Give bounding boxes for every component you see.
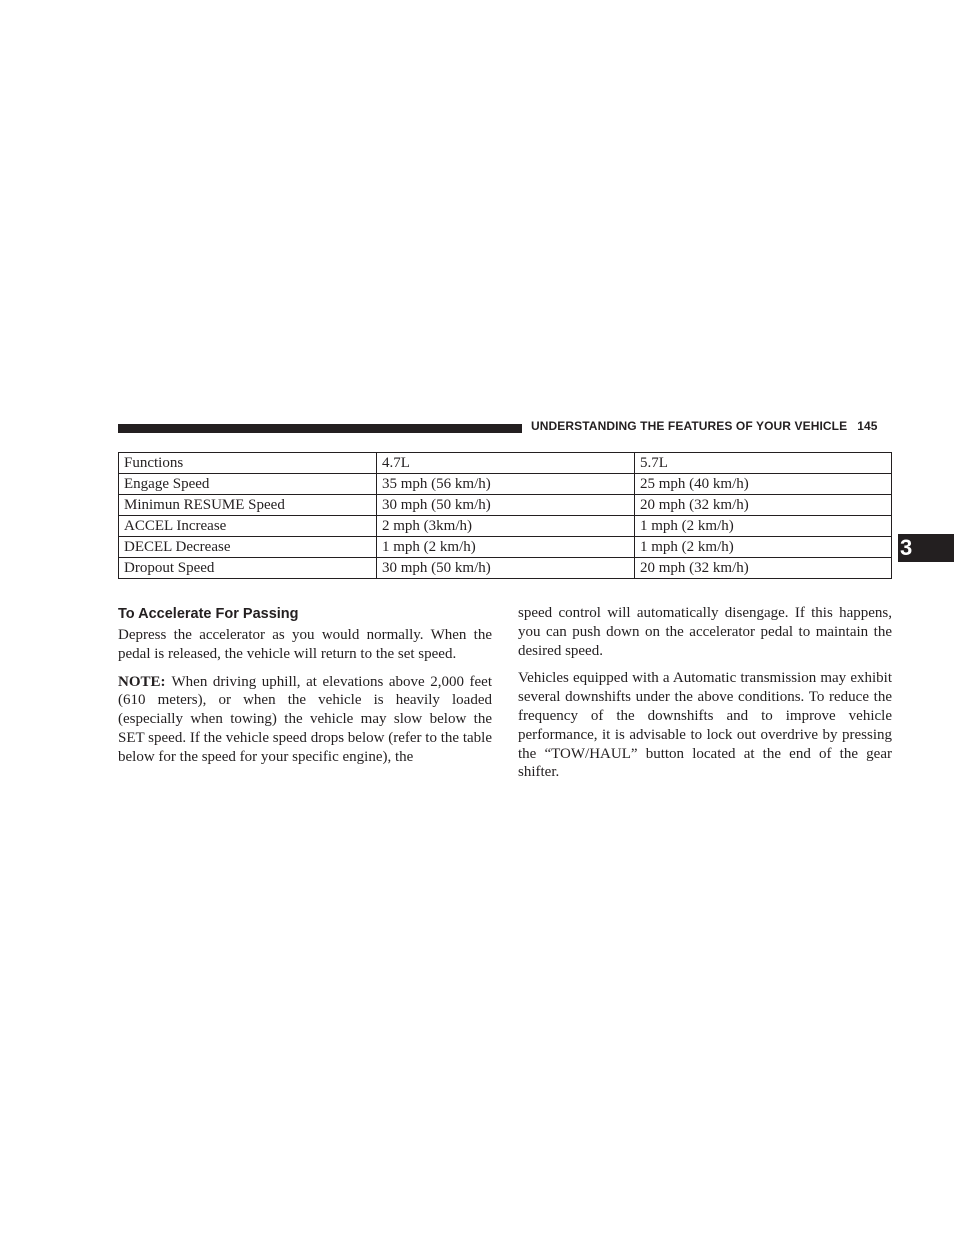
table-cell: Functions [119,453,377,474]
right-column [518,604,892,791]
body-paragraph: speed control will automatically disengage. If this happens, you can push down on the accelerator pedal to maintain the desired speed. [518,605,892,659]
table-cell: 1 mph (2 km/h) [377,537,635,558]
note-paragraph [118,673,492,767]
table-cell: ACCEL Increase [119,516,377,537]
table-cell: DECEL Decrease [119,537,377,558]
table-cell: Dropout Speed [119,558,377,579]
table-cell: 30 mph (50 km/h) [377,558,635,579]
left-column [118,604,492,776]
table-row [119,537,892,558]
table-cell: 25 mph (40 km/h) [635,474,892,495]
speed-control-table [118,452,892,579]
table-cell: 1 mph (2 km/h) [635,516,892,537]
table-cell: 20 mph (32 km/h) [635,495,892,516]
table-cell: 2 mph (3km/h) [377,516,635,537]
table-row [119,495,892,516]
page-number: 145 [857,419,878,433]
body-paragraph: Vehicles equipped with a Automatic transmission may exhibit several downshifts under the above conditions. To reduce the frequency of the downshifts and to improve vehicle performance, it is advisable to lock out overdrive by pressing the “TOW/HAUL” button located at the end of the gear shifter. [518,670,892,781]
section-heading: To Accelerate For Passing [118,606,299,622]
note-label: NOTE: [118,673,166,690]
table-cell: 35 mph (56 km/h) [377,474,635,495]
table-row [119,558,892,579]
note-text: When driving uphill, at elevations above 2,000 feet (610 meters), or when the vehicle is heavily loaded (especially when towing) the vehicle may slow below the SET speed. If the vehicle speed drops below (refer to the table below for the speed for your specific engine), the [118,673,492,765]
table-cell: Minimun RESUME Speed [119,495,377,516]
table-cell: 1 mph (2 km/h) [635,537,892,558]
running-header [531,419,891,433]
table-cell: 5.7L [635,453,892,474]
table-cell: 4.7L [377,453,635,474]
header-rule [118,424,522,433]
table-cell: 30 mph (50 km/h) [377,495,635,516]
table-row [119,516,892,537]
body-paragraph: Depress the accelerator as you would normally. When the pedal is released, the vehicle will return to the set speed. [118,627,492,662]
table-row [119,474,892,495]
chapter-number: 3 [900,535,913,560]
header-title: UNDERSTANDING THE FEATURES OF YOUR VEHICLE [531,419,848,433]
table-cell: 20 mph (32 km/h) [635,558,892,579]
chapter-tab [898,534,954,562]
table-cell: Engage Speed [119,474,377,495]
table-row [119,453,892,474]
